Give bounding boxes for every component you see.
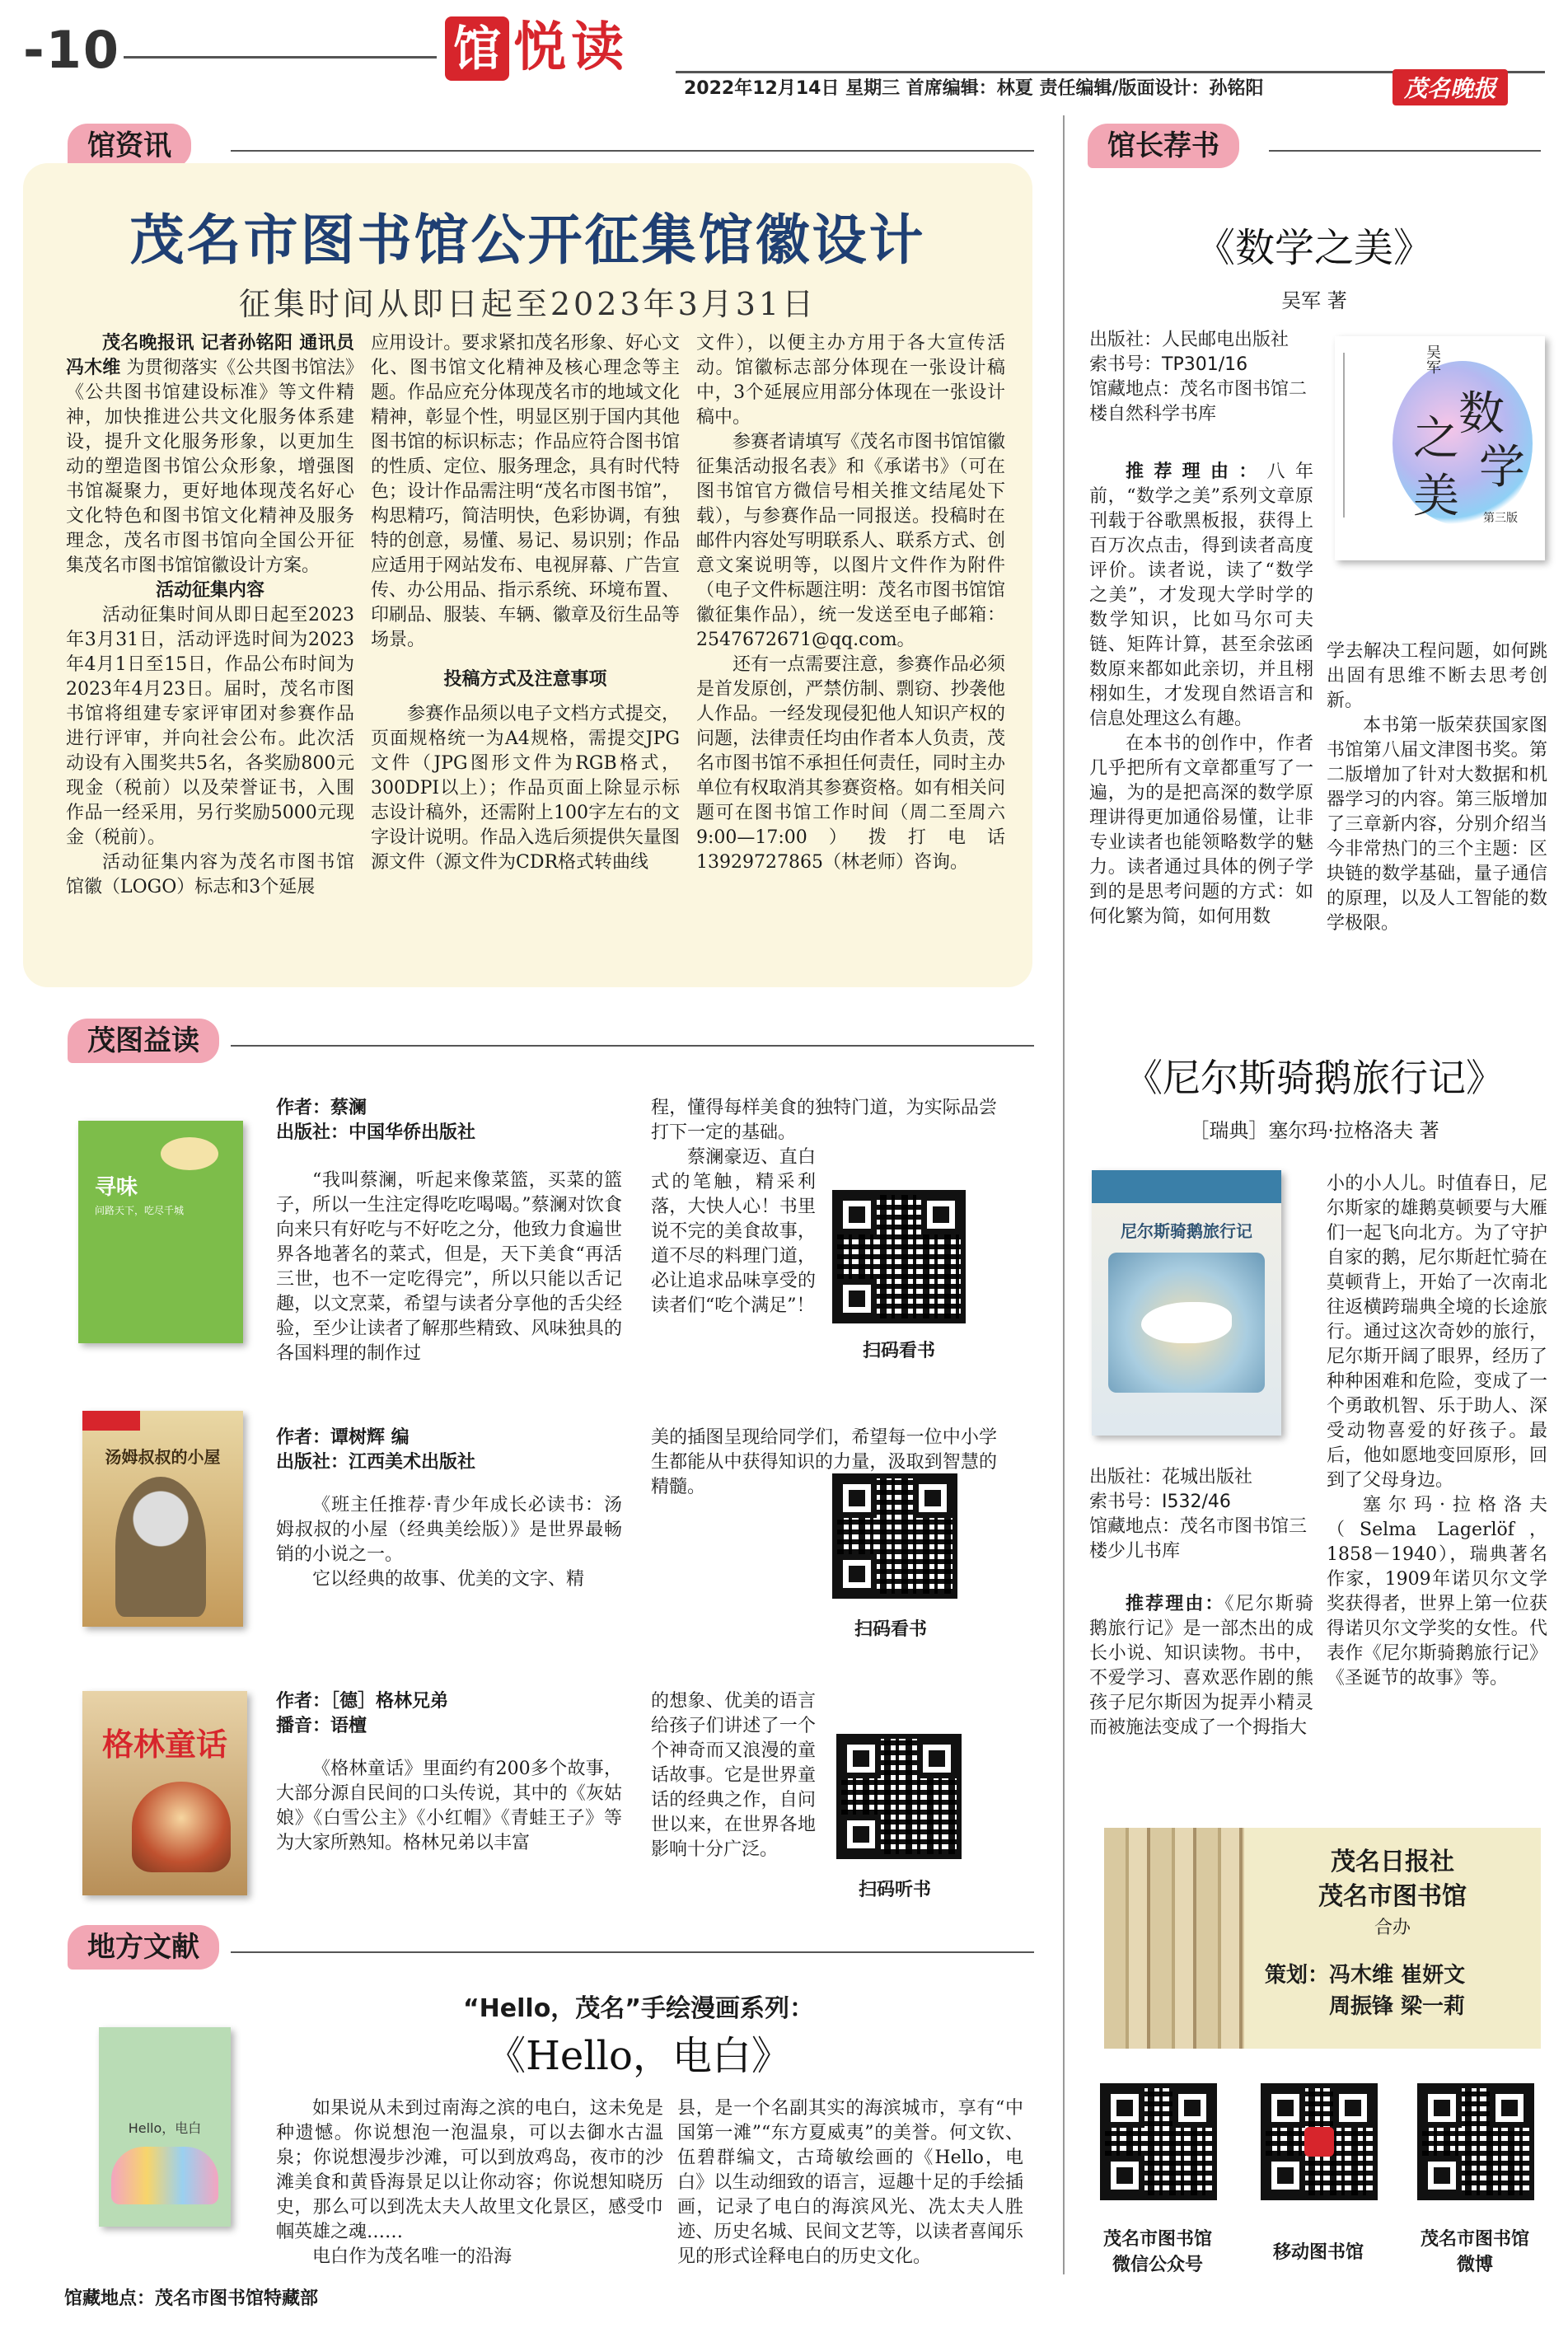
book1-cover-char: 学 (1479, 441, 1525, 494)
yidu-cover-3-title: 格林童话 (101, 1726, 227, 1763)
qr-weibo[interactable] (1417, 2083, 1534, 2200)
yidu-cover-3-art (132, 1782, 231, 1872)
planners-1: 冯木维 崔妍文 (1329, 1963, 1466, 1988)
yidu-rule (231, 1045, 1034, 1047)
section-char-rest: 悦读 (513, 17, 630, 78)
tab-recommend: 馆长荐书 (1088, 124, 1239, 168)
qr-finder (837, 1279, 877, 1319)
qr-finder (1333, 2088, 1373, 2128)
book1-cover (1335, 336, 1545, 560)
section-char-box: 馆 (445, 16, 509, 81)
book1-publisher: 出版社：人民邮电出版社 (1089, 330, 1290, 350)
yidu-para: 美的插图呈现给同学们，希望每一位中小学生都能从中获得知识的力量，汲取到智慧的精髓。 (651, 1427, 997, 1497)
planning-label: 策划： (1265, 1963, 1330, 1988)
news-para: 活动征集内容为茂名市图书馆馆徽（LOGO）标志和3个延展 (66, 852, 354, 897)
news-para: 活动征集时间从即日起至2023年3月31日，活动评选时间为2023年4月1日至15日，作品公布时间为2023年4月23日。届时，茂名市图书馆将组建专家评审团对参赛作品进行评审，并向社会公布。此次活动设有入围奖共5名，各奖励800元现金（税前）以及荣誉证书，入围作品一经采用，另行奖励5000元现金（税前）。 (66, 605, 354, 848)
book2-callno: 索书号：I532/46 (1089, 1492, 1231, 1512)
yidu-cover-1-title: 寻味 (95, 1175, 138, 1200)
qr-finder (841, 1739, 881, 1778)
qr-mobile-library[interactable] (1261, 2083, 1378, 2200)
yidu-qr-2-caption: 扫码看书 (854, 1619, 927, 1640)
book1-location: 馆藏地点：茂名市图书馆二楼自然科学书库 (1089, 379, 1308, 424)
yidu-qr-1[interactable] (832, 1190, 966, 1323)
yidu-para: 程，懂得每样美食的独特门道，为实际品尝打下一定的基础。 (651, 1098, 997, 1143)
qr-weibo-caption: 茂名市图书馆 微博 (1420, 2229, 1529, 2275)
yidu-item1-meta (276, 1096, 475, 1145)
qr-finder (837, 1195, 877, 1234)
book2-cover-goose (1141, 1302, 1232, 1343)
book1-author: 吴军 著 (1281, 289, 1347, 312)
sponsor-co: 合办 (1374, 1918, 1411, 1938)
book2-text-right (1327, 1172, 1547, 1798)
news-para: 文件），以便主办方用于各大宣传活动。馆徽标志部分体现在一张设计稿中，3个延展应用部分体现在一张设计稿中。 (696, 333, 1005, 428)
book1-cover-char: 数 (1458, 387, 1505, 441)
planning (1265, 1960, 1465, 2022)
paper-logo: 茂名晚报 (1392, 69, 1508, 105)
qr-finder (913, 1478, 953, 1518)
book2-location: 馆藏地点：茂名市图书馆三楼少儿书库 (1089, 1516, 1308, 1562)
date-line: 2022年12月14日 星期三 首席编辑：林夏 责任编辑/版面设计：孙铭阳 (684, 78, 1264, 99)
book2-cover (1092, 1170, 1281, 1436)
local-title: 《Hello，电白》 (486, 2033, 791, 2079)
news-para: 应用设计。要求紧扣茂名形象、好心文化、图书馆文化精神及核心理念等主题。作品应充分体现茂名市的地域文化精神，彰显个性，明显区别于国内其他图书馆的标识标志；作品应符合图书馆的性质、定位、服务理念，具有时代特色；设计作品需注明“茂名市图书馆”，构思精巧，简洁明快，色彩协调，有独特的创意，易懂、易记、易识别；作品应适用于网站发布、电视屏幕、广告宣传、办公用品、指示系统、环境布置、印刷品、服装、车辆、徽章及衍生品等场景。 (371, 333, 680, 650)
yidu-item2-text-a (276, 1493, 622, 1625)
yidu-cover-2-portrait (115, 1477, 206, 1617)
book1-cover-author: 吴军 (1424, 344, 1441, 374)
book1-reason-label: 推荐理由： (1126, 461, 1267, 482)
news-col-2 (371, 331, 680, 982)
sponsor-org2: 茂名市图书馆 (1318, 1882, 1467, 1911)
local-text-a (276, 2096, 663, 2319)
tab-yidu: 茂图益读 (68, 1019, 219, 1063)
yidu-qr-3-caption: 扫码听书 (858, 1880, 931, 1900)
local-cover-title: Hello，电白 (128, 2120, 202, 2136)
section-title (445, 16, 629, 99)
book1-callno: 索书号：TP301/16 (1089, 354, 1248, 375)
masthead-rule-left (124, 56, 437, 59)
yidu-item1-publisher: 出版社：中国华侨出版社 (276, 1122, 476, 1143)
book1-para: 学去解决工程问题，如何跳出固有思维不断去思考创新。 (1327, 641, 1547, 711)
yidu-cover-2-title: 汤姆叔叔的小屋 (105, 1447, 221, 1467)
news-rule (231, 150, 1034, 152)
tab-local: 地方文献 (68, 1925, 219, 1970)
yidu-item1-text-a (276, 1169, 622, 1391)
yidu-para: 《格林童话》里面约有200多个故事，大部分源自民间的口头传说，其中的《灰姑娘》《白雪公主》《小红帽》《青蛙王子》等为大家所熟知。格林兄弟以丰富 (276, 1759, 622, 1853)
local-para: 电白作为茂名唯一的沿海 (312, 2246, 513, 2267)
local-cover (99, 2027, 231, 2227)
yidu-cover-2 (82, 1411, 243, 1627)
book1-cover-spine (1343, 353, 1364, 518)
yidu-item3-meta (276, 1689, 448, 1739)
yidu-qr-3[interactable] (836, 1734, 962, 1859)
local-cover-art (111, 2147, 218, 2204)
news-subhead-submit: 投稿方式及注意事项 (443, 669, 607, 690)
book2-title: 《尼尔斯骑鹅旅行记》 (1125, 1056, 1504, 1100)
qr-finder (837, 1478, 877, 1518)
yidu-para: 《班主任推荐·青少年成长必读书：汤姆叔叔的小屋（经典美绘版）》是世界最畅销的小说之一。 (276, 1495, 622, 1565)
yidu-item2-text-b (651, 1426, 997, 1497)
book2-text-left (1089, 1592, 1313, 1798)
book1-meta (1089, 328, 1312, 427)
news-lead: 茂名晚报讯 记者孙铭阳 通讯员冯木维 (66, 333, 354, 378)
planners-2: 周振锋 梁一莉 (1329, 1994, 1466, 2019)
news-para: 为贯彻落实《公共图书馆法》《公共图书馆建设标准》等文件精神，加快推进公共文化服务体系建设，提升文化服务形象，以更加生动的塑造图书馆公众形象，增强图书馆凝聚力，更好地体现茂名好心文化特色和图书馆文化精神及服务理念，茂名市图书馆向全国公开征集茂名市图书馆馆徽设计方案。 (66, 358, 354, 576)
yidu-item3-narrator: 播音：语檀 (276, 1716, 367, 1736)
book1-cover-char: 美 (1413, 470, 1459, 523)
yidu-cover-3 (82, 1691, 247, 1895)
local-rule (231, 1951, 1034, 1953)
tab-news: 馆资讯 (68, 124, 191, 168)
page-divider (1063, 115, 1065, 2274)
sponsor-books-illustration (1104, 1828, 1244, 2049)
qr-finder (1266, 2156, 1305, 2195)
sponsor-box (1104, 1828, 1541, 2049)
yidu-item3-text-a (276, 1757, 622, 1889)
book2-publisher: 出版社：花城出版社 (1089, 1467, 1253, 1487)
news-para: 还有一点需要注意，参赛作品必须是首发原创，严禁仿制、剽窃、抄袭他人作品。一经发现侵犯他人知识产权的问题，法律责任均由作者本人负责，茂名市图书馆不承担任何责任，同时主办单位有权取消其参赛资格。如有相关问题可在图书馆工作时间（周二至周六9:00—17:00）拨打电话13929727865（林老师）咨询。 (696, 654, 1005, 873)
qr-wechat-caption: 茂名市图书馆 微信公众号 (1102, 2229, 1212, 2275)
book2-reason-label: 推荐理由： (1126, 1594, 1225, 1614)
qr-finder (1105, 2088, 1144, 2128)
book1-text-left (1089, 460, 1313, 1004)
yidu-item2-meta (276, 1426, 475, 1475)
book2-author: ［瑞典］塞尔玛·拉格洛夫 著 (1189, 1119, 1439, 1142)
news-subhead-content: 活动征集内容 (155, 580, 264, 601)
book1-cover-char: 之 (1413, 412, 1459, 466)
book2-cover-band (1092, 1170, 1281, 1203)
book2-reason: 《尼尔斯骑鹅旅行记》是一部杰出的成长小说、知识读物。书中，不爱学习、喜欢恶作剧的熊孩子尼尔斯因为捉弄小精灵而被施法变成了一个拇指大 (1089, 1594, 1313, 1738)
book1-title: 《数学之美》 (1195, 225, 1433, 271)
yidu-para: 蔡澜豪迈、直白式的笔触，精采利落，大快人心！书里说不完的美食故事，道不尽的料理门道，必让追求品味享受的读者们“吃个满足”！ (651, 1147, 816, 1316)
yidu-para: “我叫蔡澜，听起来像菜篮，买菜的篮子，所以一生注定得吃吃喝喝。”蔡澜对饮食向来只有好吃与不好吃之分，他致力食遍世界各地著名的菜式，但是，天下美食“再活三世，也不一定吃得完”，所以只能以舌记趣，以文烹菜，希望与读者分享他的舌尖经验，至少让读者了解那些精致、风味独具的各国料理的制作过 (276, 1170, 622, 1364)
qr-finder (917, 1739, 957, 1778)
yidu-item2-author: 作者：谭树辉 编 (276, 1427, 410, 1448)
local-text-b (677, 2096, 1023, 2319)
yidu-para: 的想象、优美的语言给孩子们讲述了一个个神奇而又浪漫的童话故事。它是世界童话的经典之作，自问世以来，在世界各地影响十分广泛。 (651, 1691, 816, 1860)
qr-finder (841, 1815, 881, 1854)
book1-para: 本书第一版荣获国家图书馆第八届文津图书奖。第二版增加了针对大数据和机器学习的内容。第三版增加了三章新内容，分别介绍当今非常热门的三个主题：区块链的数学基础，量子通信的原理，以及人工智能的数学极限。 (1327, 715, 1547, 934)
book1-reason: 八年前，“数学之美”系列文章原刊载于谷歌黑板报，获得上百万次点击，得到读者高度评价。读者说，读了“数学之美”，才发现大学时学的数学知识，比如马尔可夫链、矩阵计算，甚至余弦函数原来都如此亲切，并且栩栩如生，才发现自然语言和信息处理这么有趣。 (1089, 461, 1313, 729)
sponsor-org1: 茂名日报社 (1331, 1848, 1454, 1876)
qr-mobile-caption: 移动图书馆 (1272, 2242, 1364, 2263)
yidu-item3-author: 作者：［德］格林兄弟 (276, 1691, 449, 1712)
qr-wechat[interactable] (1100, 2083, 1217, 2200)
page-number: -10 (23, 20, 121, 80)
news-para: 参赛者请填写《茂名市图书馆馆徽征集活动报名表》和《承诺书》（可在图书馆官方微信号相关推文结尾处下载），与参赛作品一同报送。投稿时在邮件内容处写明联系人、联系方式、创意文案说明等，以图片文件作为附件（电子文件标题注明：茂名市图书馆馆徽征集作品），统一发送至电子邮箱：2547672671@qq.com。 (696, 432, 1005, 650)
news-para: 参赛作品须以电子文档方式提交，页面规格统一为A4规格，需提交JPG文件（JPG图形文件为RGB格式，300DPI以上）；作品页面上除显示标志设计稿外，还需附上100字左右的文字设计说明。作品入选后须提供矢量图源文件（源文件为CDR格式转曲线 (371, 704, 680, 873)
yidu-cover-1-dish (161, 1137, 218, 1170)
news-subheadline: 征集时间从即日起至2023年3月31日 (238, 286, 817, 322)
recommend-rule (1269, 150, 1541, 152)
book1-cover-edition: 第三版 (1483, 512, 1518, 525)
qr-logo (1304, 2127, 1334, 2157)
yidu-para: 它以经典的故事、优美的文字、精 (312, 1569, 585, 1590)
news-col-3 (696, 331, 1005, 982)
yidu-item1-author: 作者：蔡澜 (276, 1098, 367, 1118)
book2-para: 塞尔玛·拉格洛夫（Selma Lagerlöf，1858－1940），瑞典著名作家，1909年诺贝尔文学奖获得者，世界上第一位获得诺贝尔文学奖的女性。代表作《尼尔斯骑鹅旅行记》《圣诞节的故事》等。 (1327, 1495, 1547, 1689)
news-col-1 (66, 331, 354, 982)
qr-finder (1266, 2088, 1305, 2128)
qr-finder (1490, 2088, 1529, 2128)
qr-finder (1422, 2088, 1462, 2128)
local-location: 馆藏地点：茂名市图书馆特藏部 (64, 2288, 319, 2309)
local-para: 县，是一个名副其实的海滨城市，享有“中国第一滩”“东方夏威夷”的美誉。何文钦、伍碧群编文，古琦敏绘画的《Hello，电白》以生动细致的语言，逗趣十足的手绘插画，记录了电白的海滨风光、冼太夫人胜迹、历史名城、民间文艺等，以读者喜闻乐见的形式诠释电白的历史文化。 (677, 2098, 1023, 2267)
book1-text-right (1327, 639, 1547, 1002)
yidu-item1-text-c (651, 1145, 816, 1368)
book2-cover-title: 尼尔斯骑鹅旅行记 (1121, 1221, 1252, 1241)
book2-meta (1089, 1465, 1320, 1564)
yidu-qr-1-caption: 扫码看书 (862, 1341, 935, 1361)
qr-finder (1105, 2156, 1144, 2195)
book1-para: 在本书的创作中，作者几乎把所有文章都重写了一遍，为的是把高深的数学原理讲得更加通俗易懂，让非专业读者也能领略数学的魅力。读者通过具体的例子学到的是思考问题的方式：如何化繁为简，如何用数 (1089, 733, 1313, 927)
book2-para: 小的小人儿。时值春日，尼尔斯家的雄鹅莫顿要与大雁们一起飞向北方。为了守护自家的鹅，尼尔斯赶忙骑在莫顿背上，开始了一次南北往返横跨瑞典全境的长途旅行。通过这次奇妙的旅行，尼尔斯开阔了眼界，经历了种种困难和危险，变成了一个勇敢机智、乐于助人、深受动物喜爱的好孩子。最后，他如愿地变回原形，回到了父母身边。 (1327, 1173, 1547, 1491)
yidu-qr-2[interactable] (832, 1473, 957, 1599)
qr-finder (1422, 2156, 1462, 2195)
local-kicker: “Hello，茂名”手绘漫画系列： (462, 1994, 815, 2023)
local-para: 如果说从未到过南海之滨的电白，这未免是种遗憾。你说想泡一泡温泉，可以去御水古温泉；你说想漫步沙滩，可以到放鸡岛，夜市的沙滩美食和黄昏海景足以让你动容；你说想知晓历史，那么可以到冼太夫人故里文化景区，感受巾帼英雄之魂…… (276, 2098, 663, 2242)
news-headline: 茂名市图书馆公开征集馆徽设计 (129, 208, 926, 272)
qr-finder (1172, 2088, 1212, 2128)
yidu-cover-1-sub: 问路天下，吃尽千城 (95, 1205, 185, 1216)
yidu-cover-2-band (82, 1411, 140, 1431)
yidu-cover-1 (78, 1121, 243, 1343)
qr-finder (837, 1554, 877, 1594)
qr-finder (921, 1195, 961, 1234)
yidu-item2-publisher: 出版社：江西美术出版社 (276, 1452, 476, 1473)
yidu-item1-text-b (651, 1096, 997, 1145)
